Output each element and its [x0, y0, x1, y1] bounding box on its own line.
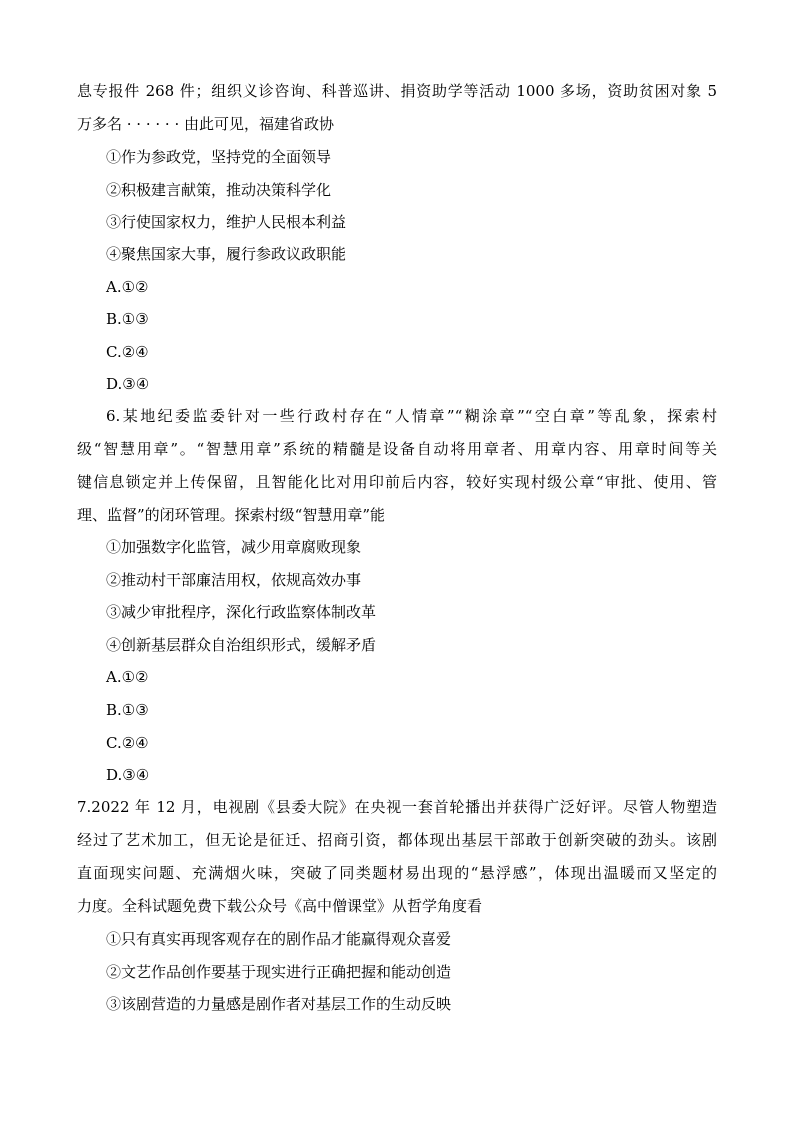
q6-statement-3: ③减少审批程序，深化行政监察体制改革	[106, 603, 377, 621]
q6-option-c: C.②④	[106, 734, 149, 752]
q6-statement-4: ④创新基层群众自治组织形式，缓解矛盾	[106, 636, 377, 654]
q7-statement-3: ③该剧营造的力量感是剧作者对基层工作的生动反映	[106, 995, 452, 1013]
q7-statement-1: ①只有真实再现客观存在的剧作品才能赢得观众喜爱	[106, 930, 452, 948]
q7-stem-line-4: 力度。全科试题免费下载公众号《高中僧课堂》从哲学角度看	[77, 897, 483, 915]
q6-statement-2: ②推动村干部廉洁用权，依规高效办事	[106, 571, 362, 589]
q6-option-b: B.①③	[106, 701, 149, 719]
q5-stem-line-2: 万多名 · · · · · · 由此可见，福建省政协	[77, 115, 334, 133]
q7-statement-2: ②文艺作品创作要基于现实进行正确把握和能动创造	[106, 963, 452, 981]
q5-statement-1: ①作为参政党，坚持党的全面领导	[106, 148, 332, 166]
q7-stem-line-2: 经过了艺术加工，但无论是征迁、招商引资，都体现出基层干部敢于创新突破的劲头。该剧	[77, 831, 717, 849]
q5-option-b: B.①③	[106, 310, 149, 328]
q5-statement-4: ④聚焦国家大事，履行参政议政职能	[106, 245, 347, 263]
q6-option-d: D.③④	[106, 766, 150, 784]
q6-stem-line-3: 键信息锁定并上传保留，且智能化比对用印前后内容，较好实现村级公章“审批、使用、管	[77, 473, 717, 491]
q5-stem-line-1: 息专报件 268 件；组织义诊咨询、科普巡讲、捐资助学等活动 1000 多场，资助贫困对象 5	[77, 82, 717, 100]
q6-stem-line-4: 理、监督”的闭环管理。探索村级“智慧用章”能	[77, 506, 386, 524]
q5-statement-2: ②积极建言献策，推动决策科学化	[106, 181, 332, 199]
q7-stem-line-1: 7.2022 年 12 月，电视剧《县委大院》在央视一套首轮播出并获得广泛好评。尽管人物塑造	[77, 798, 717, 816]
q6-statement-1: ①加强数字化监管，减少用章腐败现象	[106, 538, 362, 556]
q6-stem-line-2: 级“智慧用章”。“智慧用章”系统的精髓是设备自动将用章者、用章内容、用章时间等关	[77, 440, 717, 458]
q5-option-a: A.①②	[106, 278, 149, 296]
q6-stem-line-1: 6.某地纪委监委针对一些行政村存在“人情章”“糊涂章”“空白章”等乱象，探索村	[106, 407, 717, 425]
q5-option-c: C.②④	[106, 343, 149, 361]
q5-option-d: D.③④	[106, 375, 150, 393]
q6-option-a: A.①②	[106, 668, 149, 686]
q5-statement-3: ③行使国家权力，维护人民根本利益	[106, 213, 347, 231]
q7-stem-line-3: 直面现实问题、充满烟火味，突破了同类题材易出现的“悬浮感”，体现出温暖而又坚定的	[77, 864, 717, 882]
